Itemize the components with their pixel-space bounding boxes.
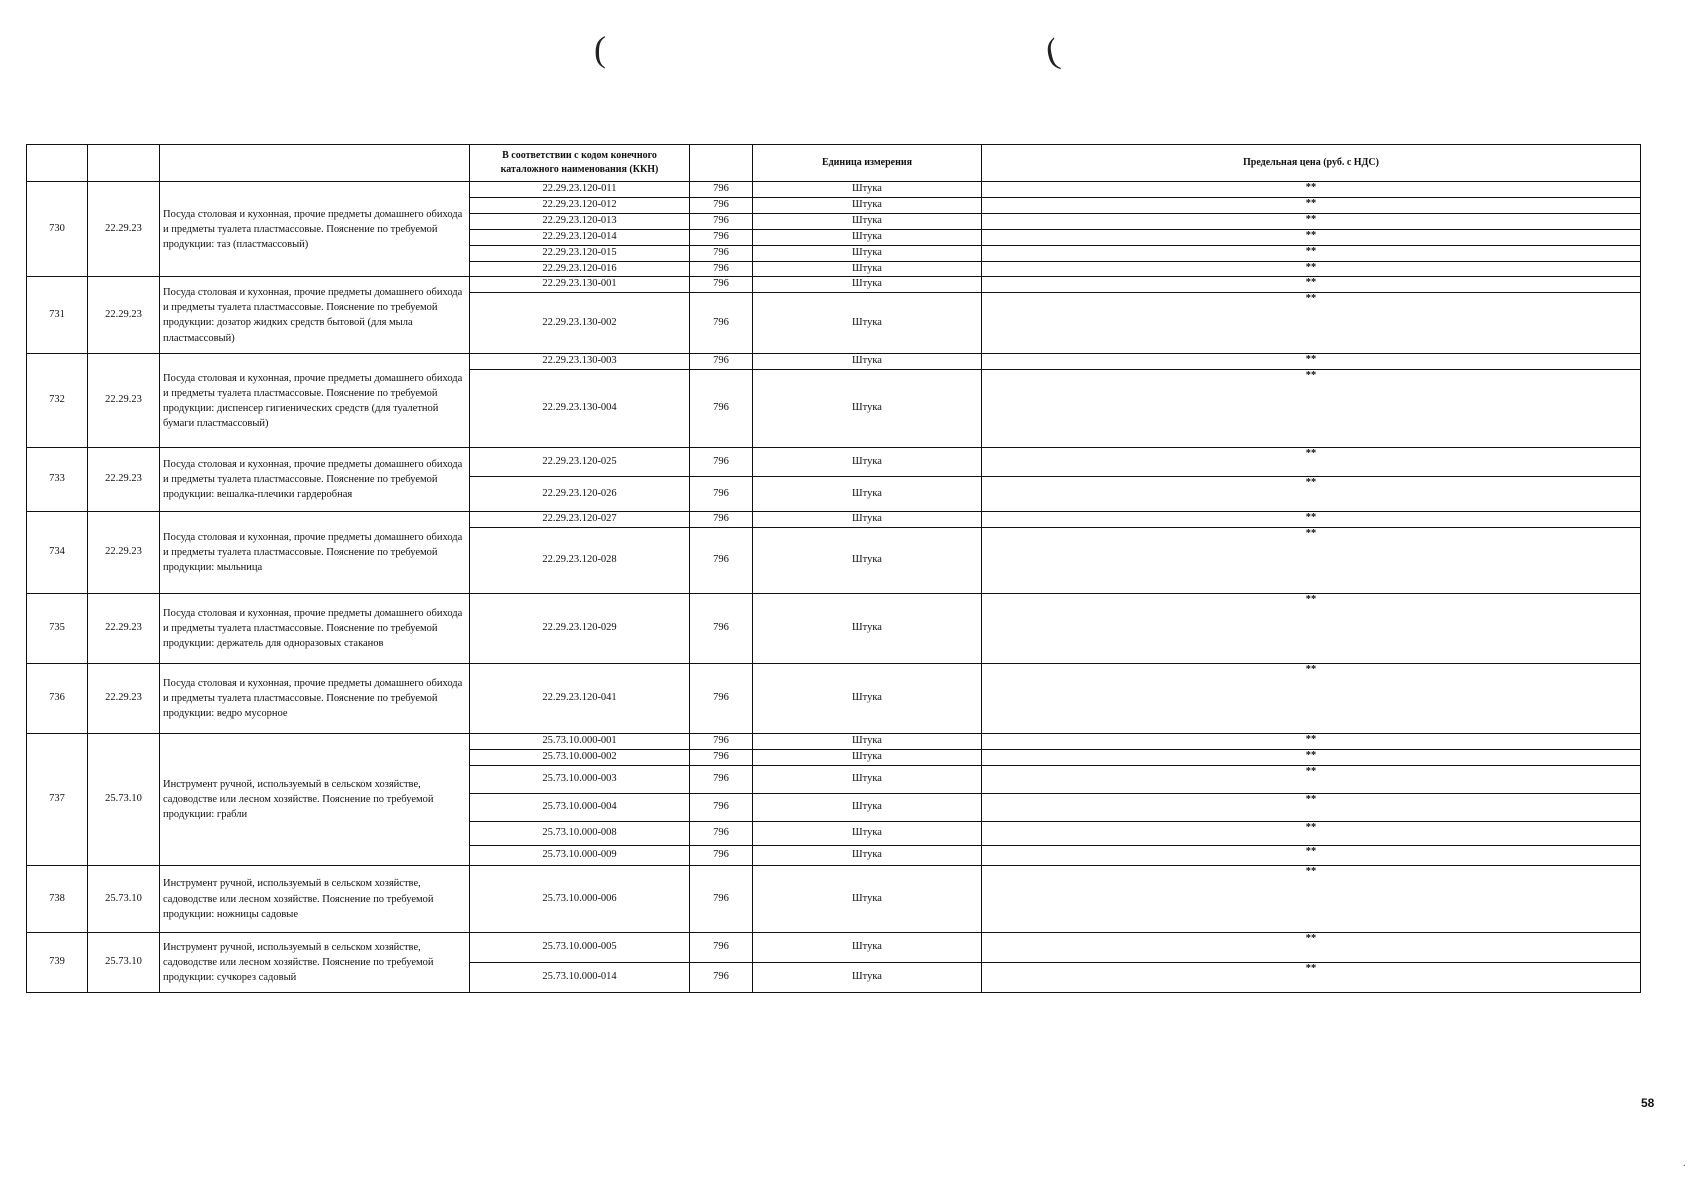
- product-description: Посуда столовая и кухонная, прочие предметы домашнего обихода и предметы туалета пластмассовые. Пояснение по требуемой продукции: диспенсер гигиенических средств (для туалетной бумаги пластмассовый): [160, 354, 470, 448]
- okpd-code: 25.73.10: [88, 734, 160, 866]
- okei-code: 796: [690, 963, 753, 993]
- kkn-code: 25.73.10.000-002: [470, 750, 690, 766]
- kkn-code: 25.73.10.000-001: [470, 734, 690, 750]
- okei-code: 796: [690, 182, 753, 198]
- okpd-code: 22.29.23: [88, 448, 160, 512]
- okei-code: 796: [690, 846, 753, 866]
- unit-name: Штука: [753, 182, 982, 198]
- price-limit: **: [982, 197, 1641, 213]
- product-description: Посуда столовая и кухонная, прочие предметы домашнего обихода и предметы туалета пластмассовые. Пояснение по требуемой продукции: держатель для одноразовых стаканов: [160, 594, 470, 664]
- unit-name: Штука: [753, 963, 982, 993]
- kkn-code: 22.29.23.120-015: [470, 245, 690, 261]
- header-okei-cell: [690, 145, 753, 182]
- okei-code: 796: [690, 512, 753, 528]
- kkn-code: 22.29.23.120-014: [470, 229, 690, 245]
- kkn-code: 22.29.23.120-028: [470, 528, 690, 594]
- unit-name: Штука: [753, 213, 982, 229]
- row-number: 730: [27, 182, 88, 277]
- okei-code: 796: [690, 229, 753, 245]
- okpd-code: 25.73.10: [88, 933, 160, 993]
- unit-name: Штука: [753, 734, 982, 750]
- kkn-code: 22.29.23.130-004: [470, 370, 690, 448]
- unit-name: Штука: [753, 750, 982, 766]
- kkn-code: 22.29.23.130-002: [470, 293, 690, 354]
- price-limit: **: [982, 866, 1641, 933]
- unit-name: Штука: [753, 528, 982, 594]
- row-number: 734: [27, 512, 88, 594]
- scan-specks: ·: [1682, 1161, 1686, 1172]
- unit-name: Штука: [753, 794, 982, 822]
- scan-mark-left: (: [594, 29, 606, 69]
- header-kkn: В соответствии с кодом конечного каталожного наименования (ККН): [470, 145, 690, 182]
- table-row: [27, 594, 1641, 664]
- price-table: [26, 144, 1641, 993]
- product-description: Инструмент ручной, используемый в сельском хозяйстве, садоводстве или лесном хозяйстве. Пояснение по требуемой продукции: сучкорез садовый: [160, 933, 470, 993]
- unit-name: Штука: [753, 293, 982, 354]
- price-limit: **: [982, 512, 1641, 528]
- table-row: [27, 734, 1641, 750]
- unit-name: Штука: [753, 261, 982, 277]
- kkn-code: 22.29.23.120-041: [470, 664, 690, 734]
- unit-name: Штука: [753, 197, 982, 213]
- price-limit: **: [982, 594, 1641, 664]
- okpd-code: 22.29.23: [88, 594, 160, 664]
- unit-name: Штука: [753, 477, 982, 512]
- price-limit: **: [982, 213, 1641, 229]
- kkn-code: 25.73.10.000-014: [470, 963, 690, 993]
- okei-code: 796: [690, 594, 753, 664]
- okei-code: 796: [690, 245, 753, 261]
- okei-code: 796: [690, 448, 753, 477]
- row-number: 731: [27, 277, 88, 354]
- product-description: Посуда столовая и кухонная, прочие предметы домашнего обихода и предметы туалета пластмассовые. Пояснение по требуемой продукции: мыльница: [160, 512, 470, 594]
- product-description: Посуда столовая и кухонная, прочие предметы домашнего обихода и предметы туалета пластмассовые. Пояснение по требуемой продукции: ведро мусорное: [160, 664, 470, 734]
- table-row: [27, 182, 1641, 198]
- row-number: 738: [27, 866, 88, 933]
- table-row: [27, 866, 1641, 933]
- price-limit: **: [982, 794, 1641, 822]
- unit-name: Штука: [753, 933, 982, 963]
- okei-code: 796: [690, 354, 753, 370]
- unit-name: Штука: [753, 866, 982, 933]
- kkn-code: 22.29.23.120-012: [470, 197, 690, 213]
- table-row: [27, 277, 1641, 293]
- kkn-code: 22.29.23.120-011: [470, 182, 690, 198]
- price-limit: **: [982, 766, 1641, 794]
- kkn-code: 22.29.23.120-029: [470, 594, 690, 664]
- kkn-code: 22.29.23.130-003: [470, 354, 690, 370]
- unit-name: Штука: [753, 512, 982, 528]
- header-num-cell: [27, 145, 88, 182]
- product-description: Инструмент ручной, используемый в сельском хозяйстве, садоводстве или лесном хозяйстве. Пояснение по требуемой продукции: грабли: [160, 734, 470, 866]
- kkn-code: 22.29.23.130-001: [470, 277, 690, 293]
- okei-code: 796: [690, 277, 753, 293]
- okpd-code: 22.29.23: [88, 277, 160, 354]
- kkn-code: 22.29.23.120-025: [470, 448, 690, 477]
- okei-code: 796: [690, 822, 753, 846]
- header-okpd-cell: [88, 145, 160, 182]
- okei-code: 796: [690, 933, 753, 963]
- okpd-code: 22.29.23: [88, 354, 160, 448]
- okpd-code: 22.29.23: [88, 664, 160, 734]
- kkn-code: 25.73.10.000-009: [470, 846, 690, 866]
- price-limit: **: [982, 933, 1641, 963]
- page-number: 58: [1641, 1096, 1655, 1110]
- table-row: [27, 448, 1641, 477]
- price-limit: **: [982, 750, 1641, 766]
- kkn-code: 22.29.23.120-026: [470, 477, 690, 512]
- price-limit: **: [982, 846, 1641, 866]
- okei-code: 796: [690, 197, 753, 213]
- row-number: 737: [27, 734, 88, 866]
- price-limit: **: [982, 370, 1641, 448]
- price-limit: **: [982, 822, 1641, 846]
- unit-name: Штука: [753, 664, 982, 734]
- price-limit: **: [982, 448, 1641, 477]
- okei-code: 796: [690, 370, 753, 448]
- unit-name: Штука: [753, 370, 982, 448]
- header-price: Предельная цена (руб. с НДС): [982, 145, 1641, 182]
- kkn-code: 25.73.10.000-003: [470, 766, 690, 794]
- kkn-code: 25.73.10.000-006: [470, 866, 690, 933]
- price-limit: **: [982, 245, 1641, 261]
- unit-name: Штука: [753, 277, 982, 293]
- table-row: [27, 512, 1641, 528]
- okpd-code: 25.73.10: [88, 866, 160, 933]
- row-number: 732: [27, 354, 88, 448]
- unit-name: Штука: [753, 846, 982, 866]
- kkn-code: 22.29.23.120-013: [470, 213, 690, 229]
- scan-mark-right: (: [1041, 30, 1063, 72]
- row-number: 736: [27, 664, 88, 734]
- okei-code: 796: [690, 477, 753, 512]
- row-number: 735: [27, 594, 88, 664]
- kkn-code: 25.73.10.000-005: [470, 933, 690, 963]
- unit-name: Штука: [753, 822, 982, 846]
- unit-name: Штука: [753, 448, 982, 477]
- unit-name: Штука: [753, 766, 982, 794]
- product-description: Посуда столовая и кухонная, прочие предметы домашнего обихода и предметы туалета пластмассовые. Пояснение по требуемой продукции: вешалка-плечики гардеробная: [160, 448, 470, 512]
- kkn-code: 25.73.10.000-008: [470, 822, 690, 846]
- unit-name: Штука: [753, 245, 982, 261]
- table-row: [27, 354, 1641, 370]
- price-limit: **: [982, 261, 1641, 277]
- unit-name: Штука: [753, 594, 982, 664]
- okei-code: 796: [690, 734, 753, 750]
- kkn-code: 22.29.23.120-016: [470, 261, 690, 277]
- kkn-code: 22.29.23.120-027: [470, 512, 690, 528]
- okei-code: 796: [690, 794, 753, 822]
- price-limit: **: [982, 477, 1641, 512]
- okei-code: 796: [690, 293, 753, 354]
- price-limit: **: [982, 182, 1641, 198]
- header-unit: Единица измерения: [753, 145, 982, 182]
- okei-code: 796: [690, 261, 753, 277]
- price-limit: **: [982, 293, 1641, 354]
- kkn-code: 25.73.10.000-004: [470, 794, 690, 822]
- price-limit: **: [982, 664, 1641, 734]
- table-row: [27, 664, 1641, 734]
- okei-code: 796: [690, 766, 753, 794]
- product-description: Посуда столовая и кухонная, прочие предметы домашнего обихода и предметы туалета пластмассовые. Пояснение по требуемой продукции: дозатор жидких средств бытовой (для мыла пластмассовый): [160, 277, 470, 354]
- okpd-code: 22.29.23: [88, 182, 160, 277]
- unit-name: Штука: [753, 354, 982, 370]
- row-number: 733: [27, 448, 88, 512]
- okei-code: 796: [690, 528, 753, 594]
- okei-code: 796: [690, 866, 753, 933]
- price-limit: **: [982, 734, 1641, 750]
- price-limit: **: [982, 528, 1641, 594]
- header-desc-cell: [160, 145, 470, 182]
- row-number: 739: [27, 933, 88, 993]
- okei-code: 796: [690, 213, 753, 229]
- okei-code: 796: [690, 750, 753, 766]
- price-limit: **: [982, 354, 1641, 370]
- price-limit: **: [982, 229, 1641, 245]
- price-limit: **: [982, 277, 1641, 293]
- okei-code: 796: [690, 664, 753, 734]
- price-limit: **: [982, 963, 1641, 993]
- table-body: [27, 182, 1641, 993]
- unit-name: Штука: [753, 229, 982, 245]
- product-description: Посуда столовая и кухонная, прочие предметы домашнего обихода и предметы туалета пластмассовые. Пояснение по требуемой продукции: таз (пластмассовый): [160, 182, 470, 277]
- product-description: Инструмент ручной, используемый в сельском хозяйстве, садоводстве или лесном хозяйстве. Пояснение по требуемой продукции: ножницы садовые: [160, 866, 470, 933]
- table-header: [27, 145, 1641, 182]
- table-row: [27, 933, 1641, 963]
- okpd-code: 22.29.23: [88, 512, 160, 594]
